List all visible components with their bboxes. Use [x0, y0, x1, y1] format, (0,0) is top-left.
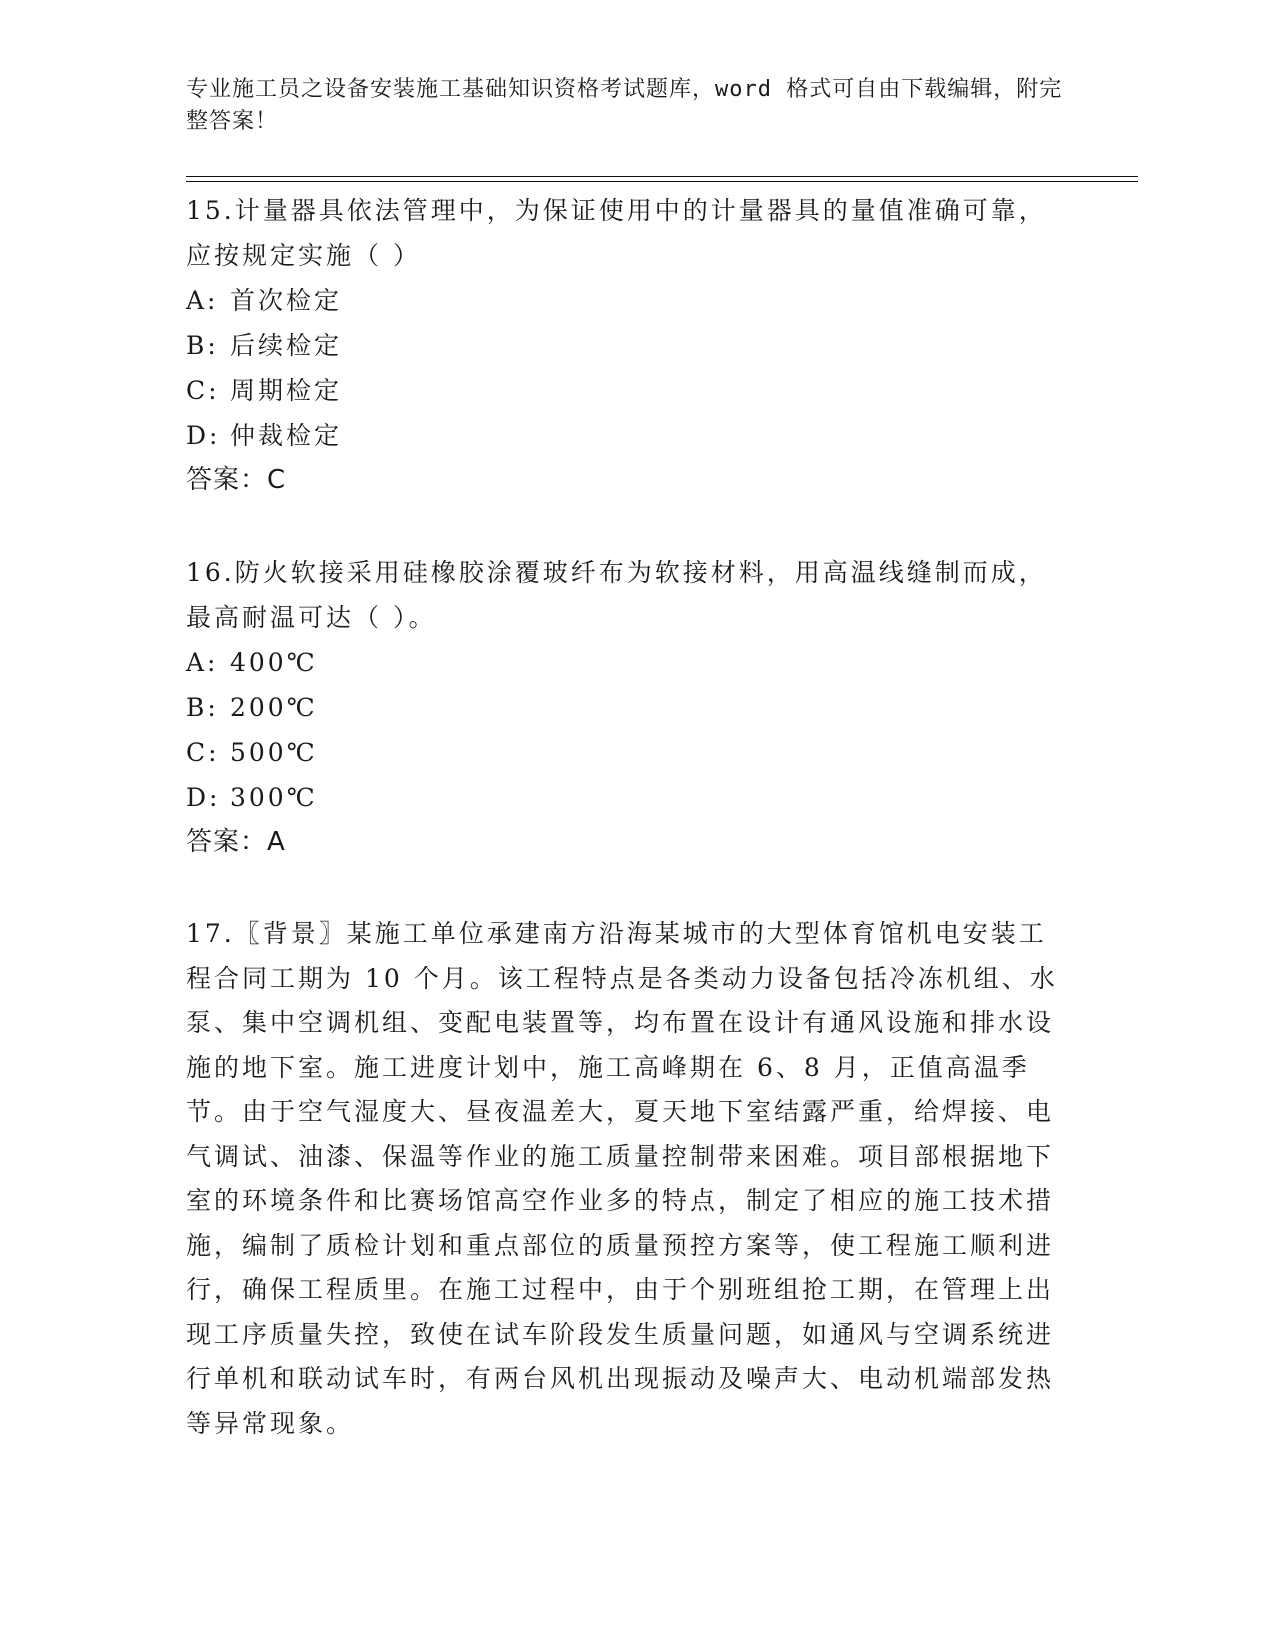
option-d	[186, 413, 1066, 458]
option-text: 后续检定	[230, 331, 343, 360]
option-text: 400℃	[230, 648, 318, 677]
option-key: B:	[186, 331, 219, 360]
question-stem: 17.〖背景〗某施工单位承建南方沿海某城市的大型体育馆机电安装工程合同工期为 10 个月。该工程特点是各类动力设备包括冷冻机组、水泵、集中空调机组、变配电装置等，均布置在设计有通风设施和排水设施的地下室。施工进度计划中，施工高峰期在 6、8 月，正值高温季节。由于空气湿度大、昼夜温差大，夏天地下室结露严重，给焊接、电气调试、油漆、保温等作业的施工质量控制带来困难。项目部根据地下室的环境条件和比赛场馆高空作业多的特点，制定了相应的施工技术措施，编制了质检计划和重点部位的质量预控方案等，使工程施工顺利进行，确保工程质里。在施工过程中，由于个别班组抢工期，在管理上出现工序质量失控，致使在试车阶段发生质量问题，如通风与空调系统进行单机和联动试车时，有两台风机出现振动及噪声大、电动机端部发热等异常现象。	[186, 919, 1058, 1438]
option-text: 300℃	[230, 783, 318, 812]
option-c	[186, 368, 1066, 413]
option-key: D:	[186, 421, 221, 450]
option-a	[186, 278, 1066, 323]
option-key: C:	[186, 738, 220, 767]
option-key: C:	[186, 376, 220, 405]
question-17	[186, 912, 1066, 1446]
option-a	[186, 640, 1066, 685]
option-text: 首次检定	[230, 286, 343, 315]
question-stem: 15.计量器具依法管理中，为保证使用中的计量器具的量值准确可靠，应按规定实施（ ）	[186, 196, 1047, 270]
question-15	[186, 188, 1066, 503]
answer-line: 答案：A	[186, 827, 286, 857]
option-key: D:	[186, 783, 221, 812]
option-key: A:	[186, 286, 219, 315]
question-stem: 16.防火软接采用硅橡胶涂覆玻纤布为软接材料，用高温线缝制而成，最高耐温可达（ ）。	[186, 558, 1047, 632]
option-key: B:	[186, 693, 219, 722]
option-b	[186, 323, 1066, 368]
option-key: A:	[186, 648, 219, 677]
option-text: 仲裁检定	[230, 421, 343, 450]
header-divider-bottom	[186, 181, 1138, 182]
header-divider-top	[186, 176, 1138, 177]
option-d	[186, 775, 1066, 820]
option-text: 200℃	[230, 693, 318, 722]
answer-line: 答案：C	[186, 465, 287, 495]
option-c	[186, 730, 1066, 775]
question-16	[186, 550, 1066, 865]
option-text: 周期检定	[230, 376, 343, 405]
option-b	[186, 685, 1066, 730]
option-text: 500℃	[230, 738, 318, 767]
document-header-text: 专业施工员之设备安装施工基础知识资格考试题库，word 格式可自由下载编辑，附完整答案！	[186, 77, 1063, 134]
